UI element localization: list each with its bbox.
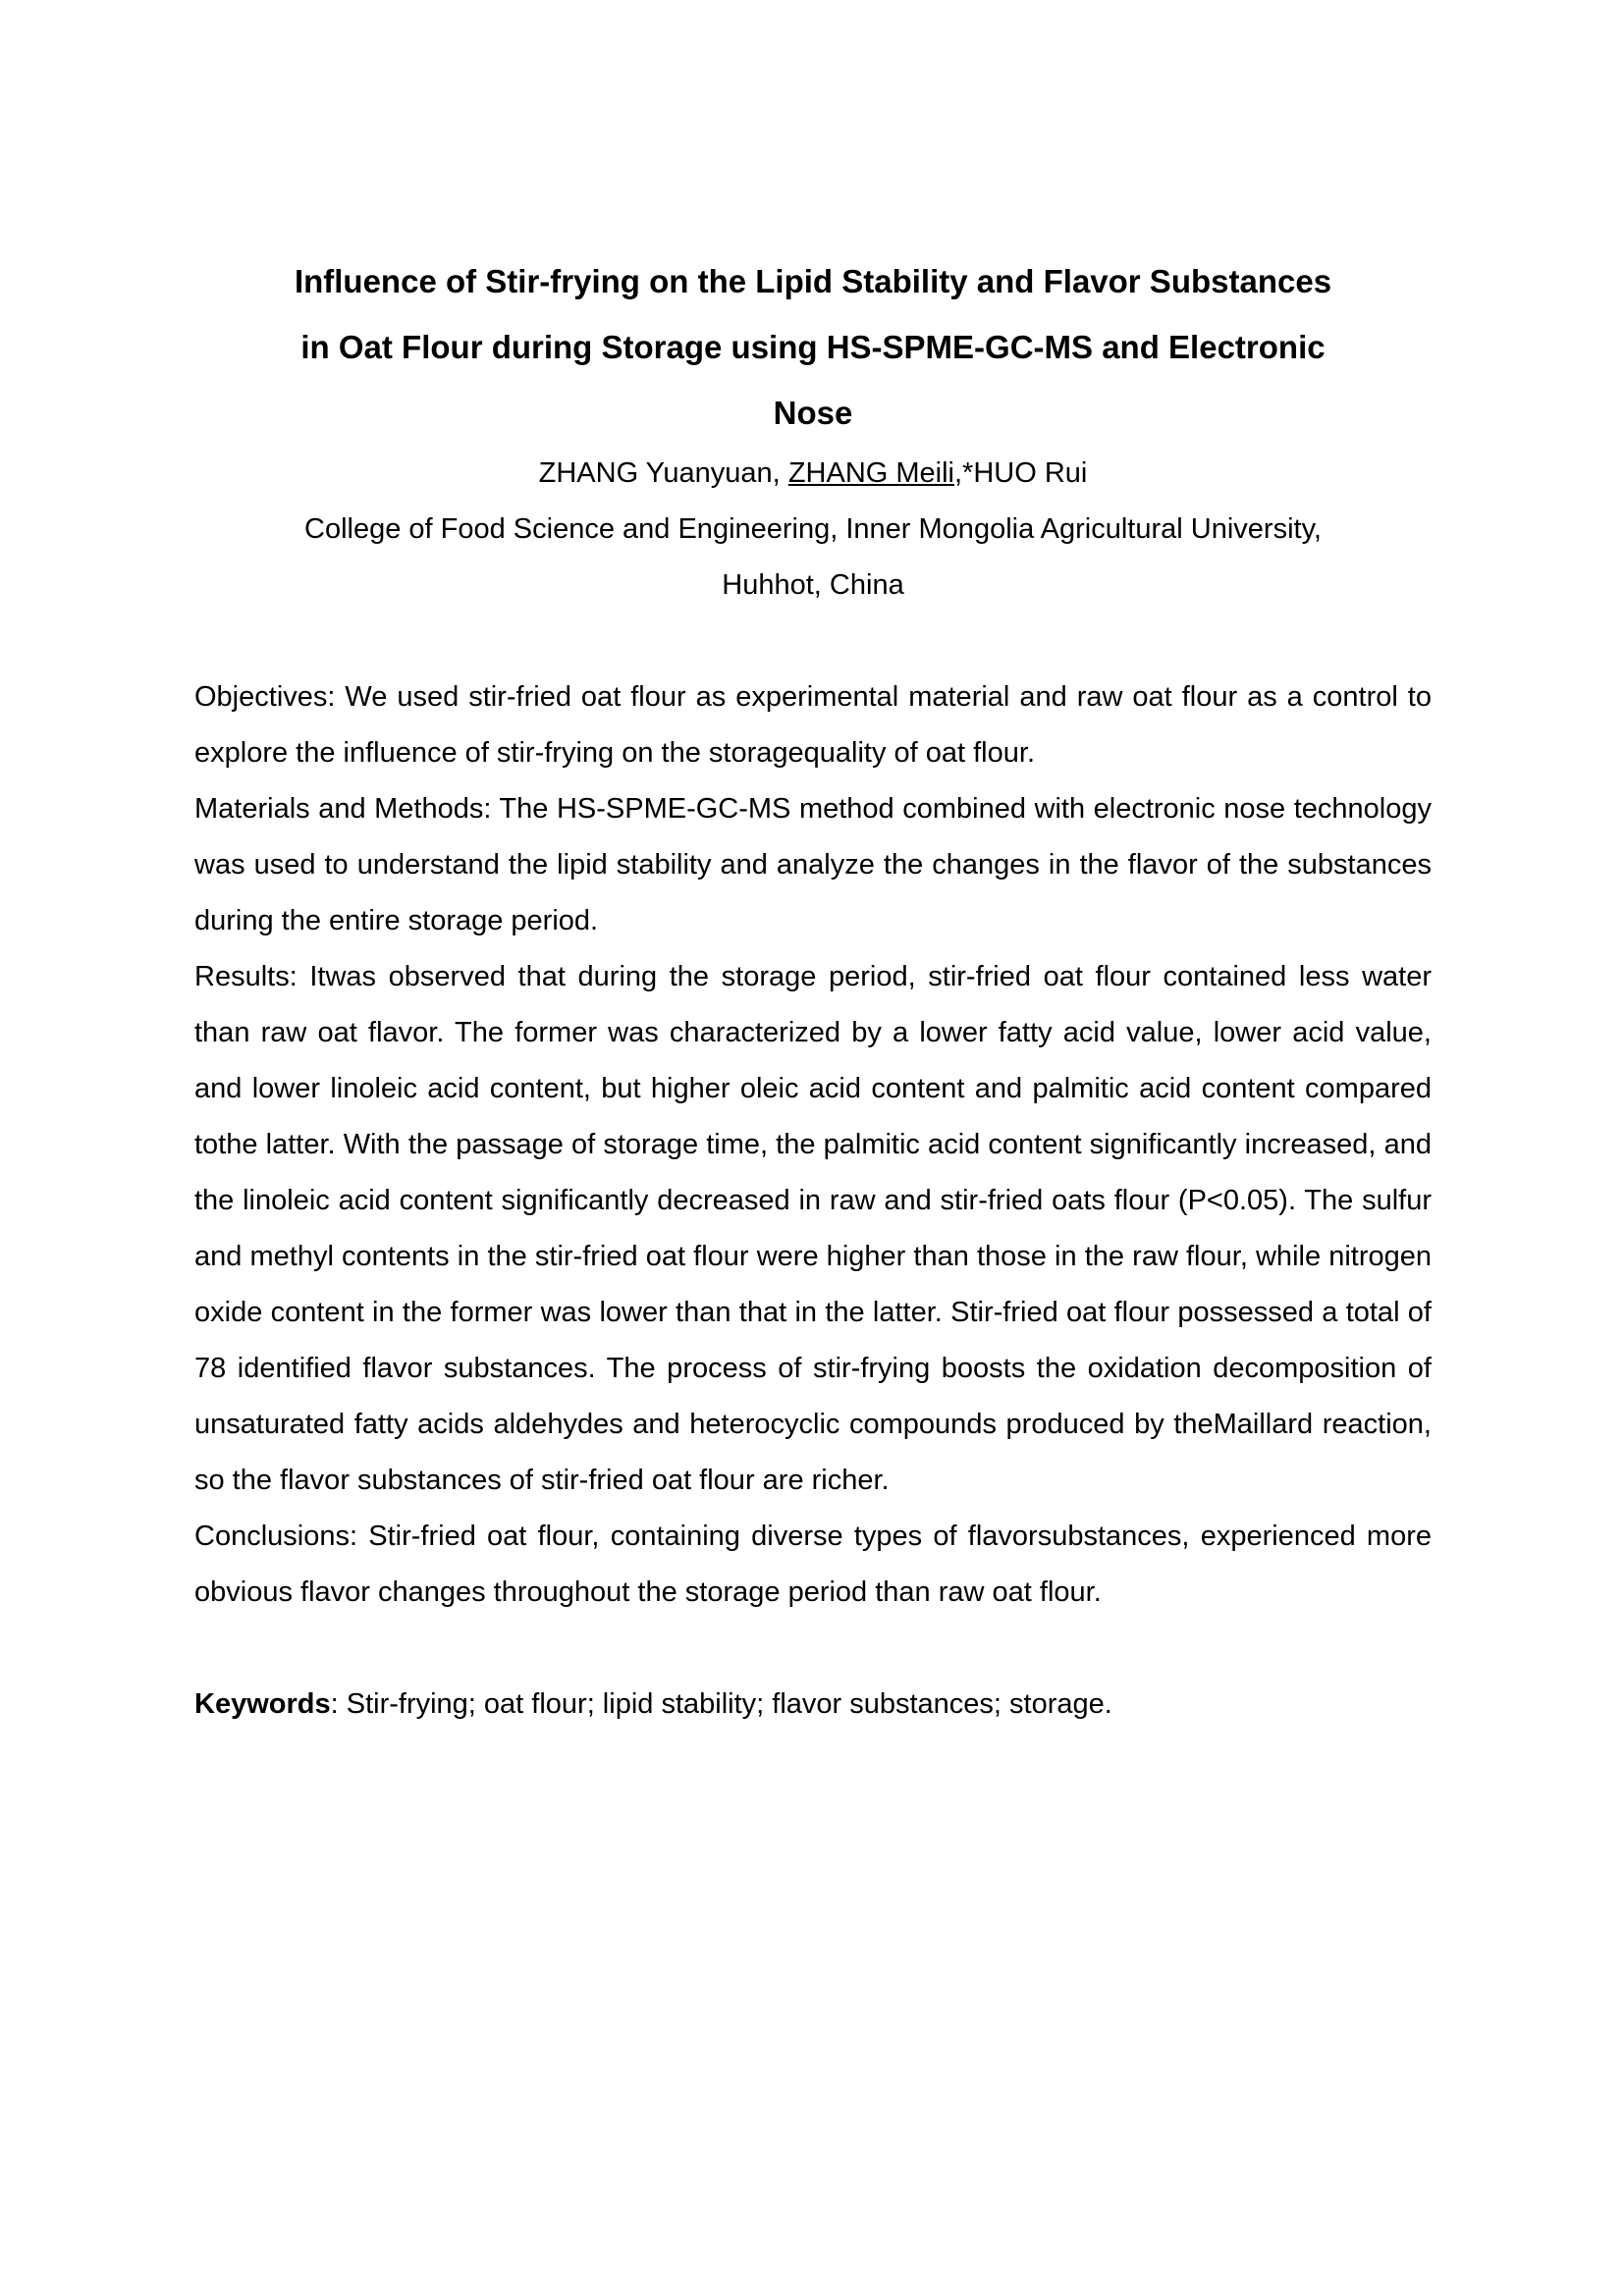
results-paragraph: Results: Itwas observed that during the storage period, stir-fried oat flour contained less water than raw oat flavor. The former was characterized by a lower fatty acid value, lower acid value, and lower linoleic acid content, but higher oleic acid content and palmitic acid content compared tothe latter. With the passage of storage time, the palmitic acid content significantly increased, and the linoleic acid content significantly decreased in raw and stir-fried oats flour (P<0.05). The sulfur and methyl contents in the stir-fried oat flour were higher than those in the raw flour, while nitrogen oxide content in the former was lower than that in the latter. Stir-fried oat flour possessed a total of 78 identified flavor substances. The process of stir-frying boosts the oxidation decomposition of unsaturated fatty acids aldehydes and heterocyclic compounds produced by theMaillard reaction, so the flavor substances of stir-fried oat flour are richer. [194,961,1432,1496]
author-underlined: ZHANG Meili [787,457,954,489]
objectives-paragraph: Objectives: We used stir-fried oat flour as experimental material and raw oat flour as a control to explore the influence of stir-frying on the storagequality of oat flour. [194,681,1432,769]
author-first: ZHANG Yuanyuan, [538,457,788,489]
keywords-line [194,1677,1432,1733]
keywords-label: Keywords [194,1688,331,1720]
keywords-text: : Stir-frying; oat flour; lipid stability; flavor substances; storage. [330,1688,1112,1720]
materials-methods-paragraph: Materials and Methods: The HS-SPME-GC-MS method combined with electronic nose technology was used to understand the lipid stability and analyze the changes in the flavor of the substances during the entire storage period. [194,793,1432,936]
paper-title-line-3: Nose [773,395,853,431]
author-last: ,*HUO Rui [953,457,1088,489]
paper-title-line-1: Influence of Stir-frying on the Lipid Stability and Flavor Substances [294,263,1332,299]
header-body-gap [194,614,1432,669]
conclusions-paragraph: Conclusions: Stir-fried oat flour, containing diverse types of flavorsubstances, experienced more obvious flavor changes throughout the storage period than raw oat flour. [194,1521,1432,1608]
affiliation-location-line: Huhhot, China [722,569,904,601]
abstract-body [194,669,1432,1621]
affiliation-line: College of Food Science and Engineering, Inner Mongolia Agricultural University, [304,513,1322,545]
authors-line [194,446,1432,502]
paper-title [194,248,1432,446]
paper-title-line-2: in Oat Flour during Storage using HS-SPME-GC-MS and Electronic [300,329,1326,365]
